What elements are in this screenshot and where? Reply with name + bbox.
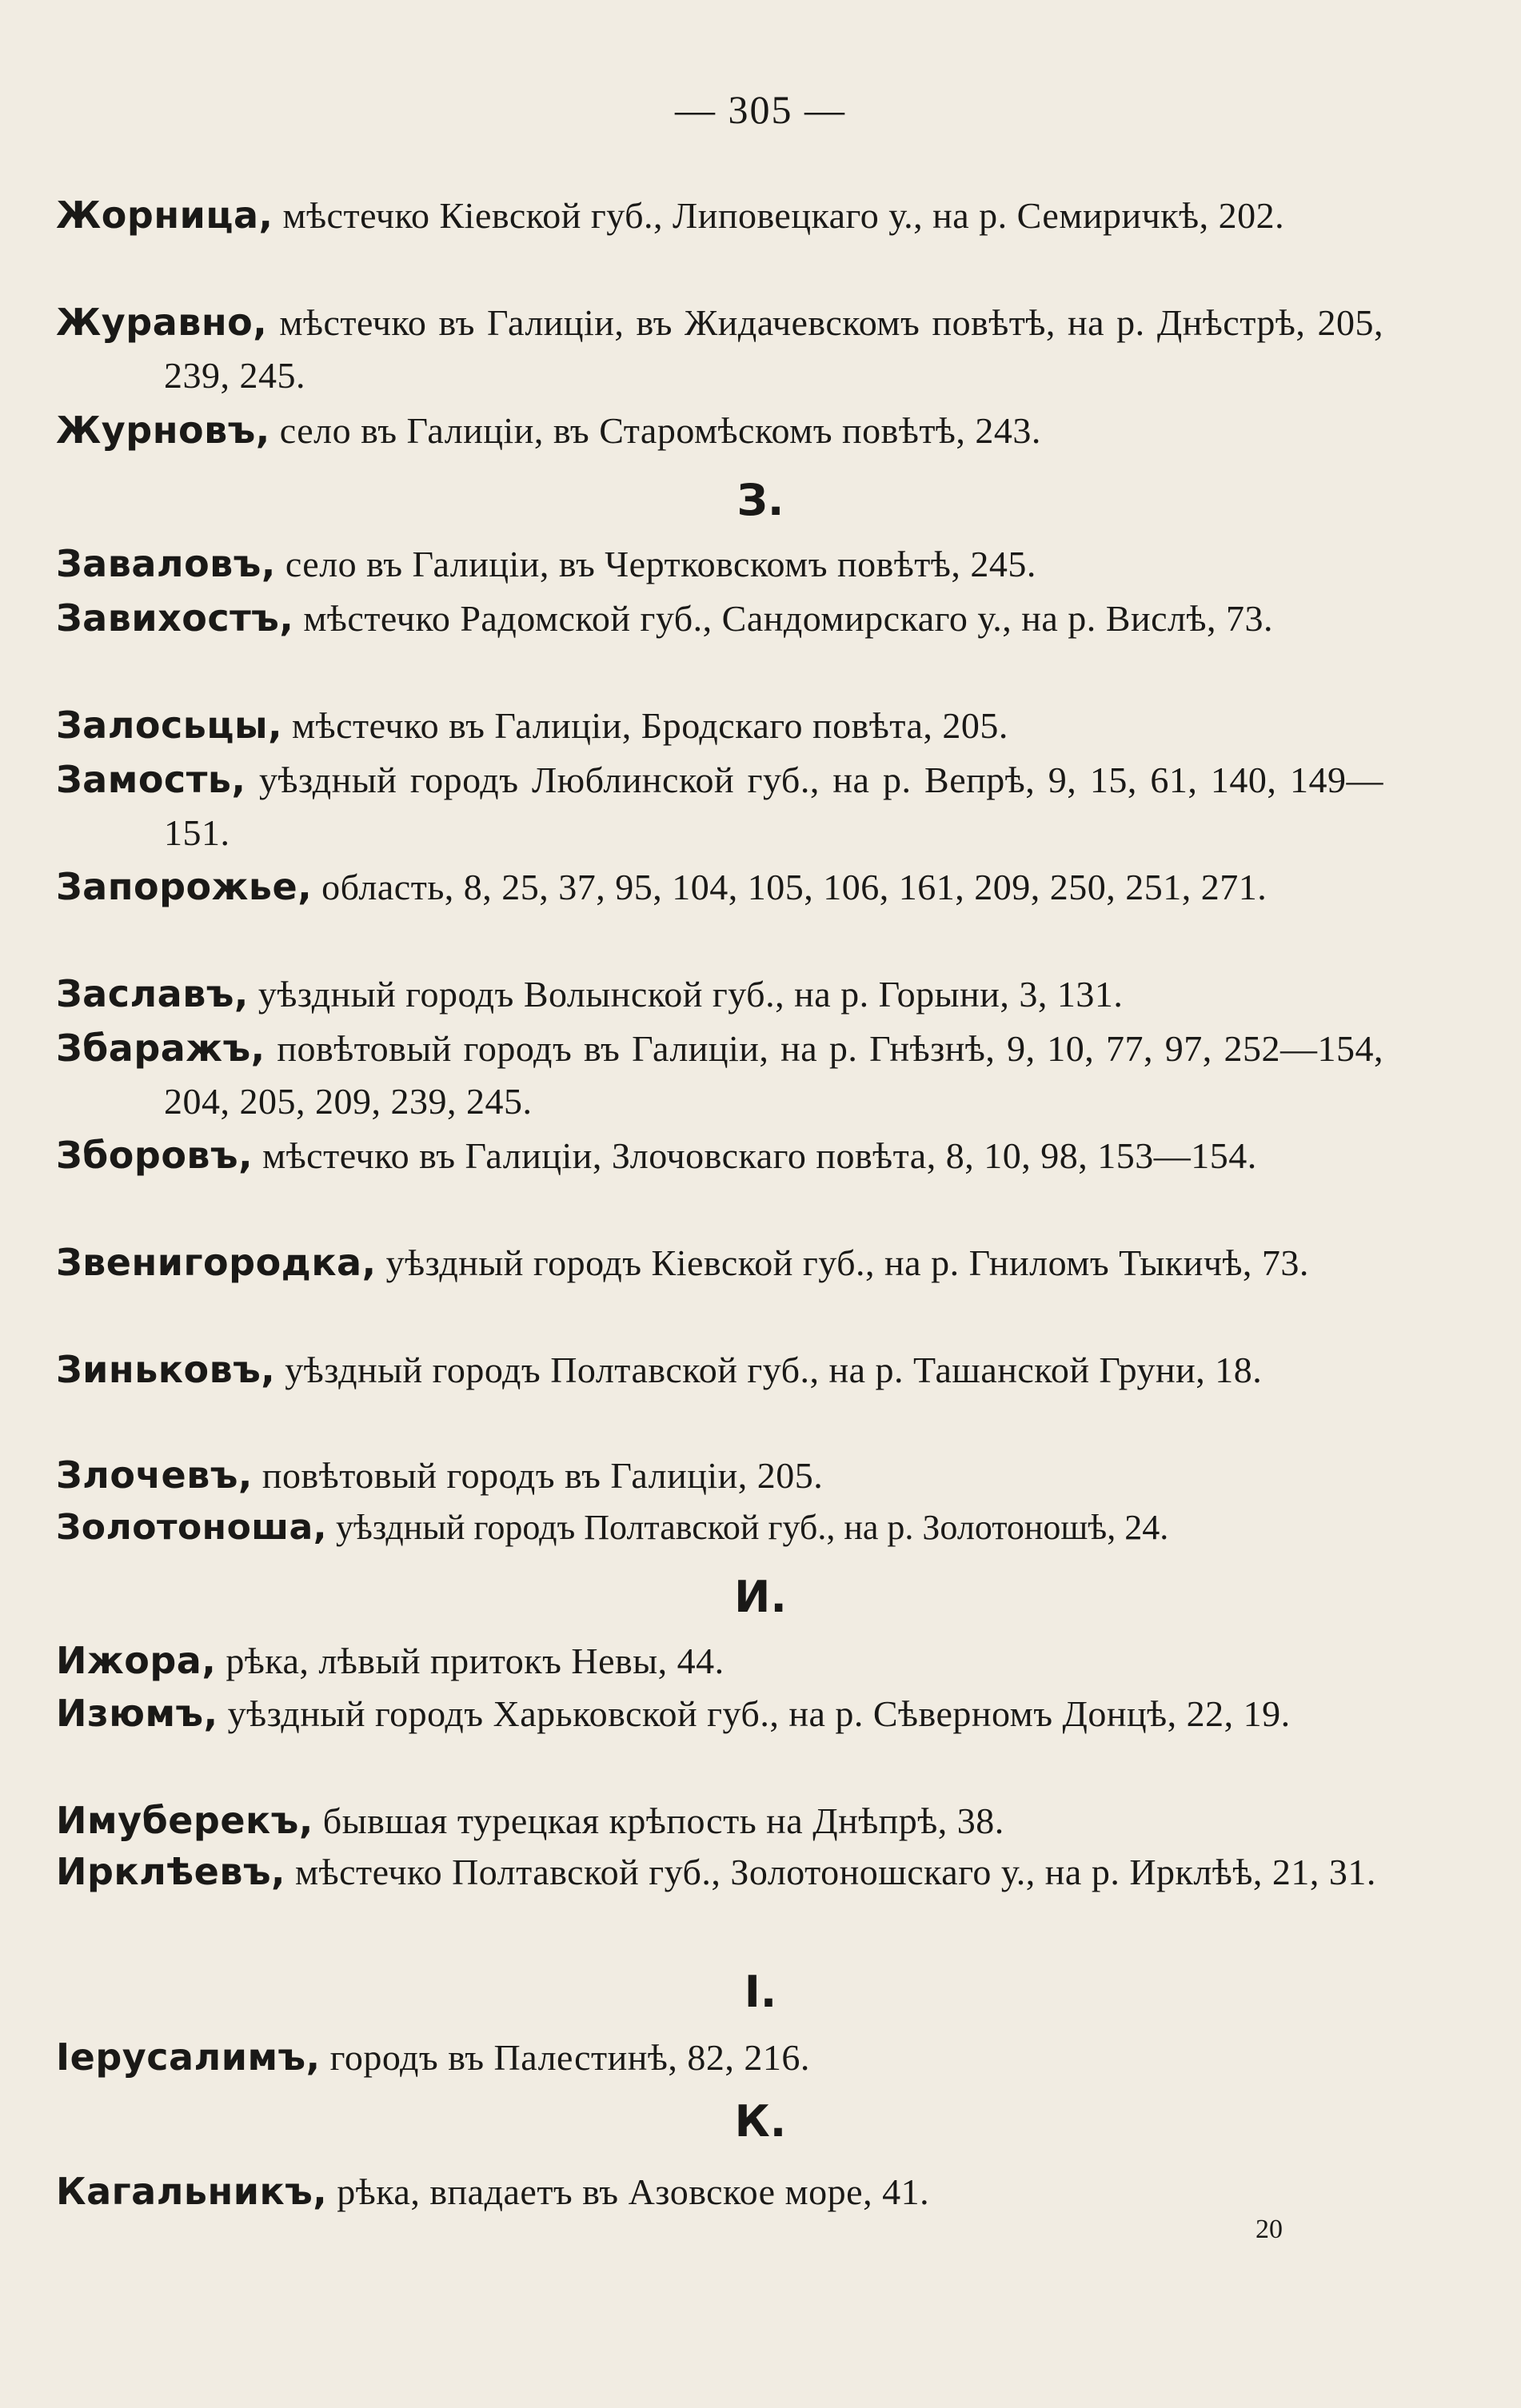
index-entry xyxy=(56,1634,1383,1688)
entry-text: мѣстечко въ Галиціи, въ Жидачевскомъ повѣтѣ, на р. Днѣстрѣ, 205, 239, 245. xyxy=(164,302,1383,396)
entry-headword: Збаражъ, xyxy=(56,1027,265,1070)
entry-text: рѣка, лѣвый притокъ Невы, 44. xyxy=(216,1641,725,1681)
entry-text: мѣстечко въ Галиціи, Бродскаго повѣта, 205. xyxy=(282,705,1008,746)
entry-text: повѣтовый городъ въ Галиціи, на р. Гнѣзнѣ, 9, 10, 77, 97, 252—154, 204, 205, 209, 239, 245. xyxy=(164,1028,1383,1122)
entry-headword: Замость, xyxy=(56,758,246,801)
entry-headword: Журавно, xyxy=(56,301,268,344)
page-number: — 305 — xyxy=(675,87,846,132)
index-entry xyxy=(56,1129,1383,1182)
index-entry xyxy=(56,1501,1383,1554)
entry-headword: Журновъ, xyxy=(56,409,270,452)
section-letter: К. xyxy=(734,2096,787,2147)
index-entry xyxy=(56,1449,1383,1502)
entry-text: мѣстечко Радомской губ., Сандомирскаго у., на р. Вислѣ, 73. xyxy=(293,598,1273,639)
index-entry xyxy=(56,753,1383,859)
entry-text: рѣка, впадаетъ въ Азовское море, 41. xyxy=(327,2171,930,2212)
entry-text: село въ Галиціи, въ Чертковскомъ повѣтѣ, 245. xyxy=(275,544,1036,584)
entry-text: бывшая турецкая крѣпость на Днѣпрѣ, 38. xyxy=(313,1800,1004,1841)
entry-headword: Звенигородка, xyxy=(56,1241,377,1284)
entry-text: уѣздный городъ Люблинской губ., на р. Вепрѣ, 9, 15, 61, 140, 149—151. xyxy=(164,759,1383,853)
entry-text: область, 8, 25, 37, 95, 104, 105, 106, 161, 209, 250, 251, 271. xyxy=(312,867,1268,907)
index-entry xyxy=(56,699,1383,752)
entry-headword: Золотоноша, xyxy=(56,1507,327,1548)
signature-mark: 20 xyxy=(1256,2215,1283,2244)
index-entry xyxy=(56,2031,1383,2084)
index-entry xyxy=(56,296,1383,402)
entry-text: село въ Галиціи, въ Старомѣскомъ повѣтѣ, 243. xyxy=(269,410,1041,451)
section-letter: З. xyxy=(737,475,784,525)
entry-text: уѣздный городъ Полтавской губ., на р. Ташанской Груни, 18. xyxy=(275,1350,1263,1390)
entry-text: повѣтовый городъ въ Галиціи, 205. xyxy=(252,1455,824,1496)
section-letter: І. xyxy=(744,1967,777,2017)
index-entry xyxy=(56,404,1383,457)
entry-headword: Изюмъ, xyxy=(56,1692,218,1735)
entry-headword: Ирклѣевъ, xyxy=(56,1850,286,1893)
index-entry xyxy=(56,1236,1383,1290)
index-entry xyxy=(56,2165,1383,2219)
entry-headword: Зиньковъ, xyxy=(56,1348,276,1391)
index-entry xyxy=(56,592,1383,645)
index-entry xyxy=(56,1022,1383,1128)
entry-headword: Запорожье, xyxy=(56,865,313,908)
entry-text: уѣздный городъ Полтавской губ., на р. Золотоношѣ, 24. xyxy=(326,1508,1169,1547)
entry-text: уѣздный городъ Харьковской губ., на р. Сѣверномъ Донцѣ, 22, 19. xyxy=(218,1693,1291,1734)
index-entry xyxy=(56,1794,1383,1848)
index-entry xyxy=(56,860,1383,914)
index-entry xyxy=(56,1845,1383,1899)
entry-text: уѣздный городъ Волынской губ., на р. Горыни, 3, 131. xyxy=(248,974,1124,1015)
index-entry xyxy=(56,1687,1383,1740)
entry-text: мѣстечко Кіевской губ., Липовецкаго у., на р. Семиричкѣ, 202. xyxy=(273,195,1285,236)
entry-text: городъ въ Палестинѣ, 82, 216. xyxy=(320,2037,810,2078)
entry-text: мѣстечко въ Галиціи, Злочовскаго повѣта, 8, 10, 98, 153—154. xyxy=(253,1135,1257,1176)
entry-headword: Зборовъ, xyxy=(56,1134,254,1177)
entry-headword: Залосьцы, xyxy=(56,704,283,747)
index-entry xyxy=(56,1343,1383,1397)
entry-text: мѣстечко Полтавской губ., Золотоношскаго у., на р. Ирклѣѣ, 21, 31. xyxy=(285,1852,1376,1892)
index-entry xyxy=(56,537,1383,591)
index-entry xyxy=(56,967,1383,1021)
entry-headword: Іерусалимъ, xyxy=(56,2035,321,2079)
entry-headword: Кагальникъ, xyxy=(56,2170,328,2213)
entry-headword: Ижора, xyxy=(56,1639,217,1682)
entry-text: уѣздный городъ Кіевской губ., на р. Гниломъ Тыкичѣ, 73. xyxy=(376,1242,1309,1283)
entry-headword: Завихостъ, xyxy=(56,596,294,640)
entry-headword: Заваловъ, xyxy=(56,542,276,585)
entry-headword: Имуберекъ, xyxy=(56,1799,313,1842)
section-letter: И. xyxy=(734,1572,787,1622)
index-entry xyxy=(56,189,1383,242)
entry-headword: Жорница, xyxy=(56,193,273,237)
entry-headword: Заславъ, xyxy=(56,972,249,1015)
entry-headword: Злочевъ, xyxy=(56,1453,253,1497)
